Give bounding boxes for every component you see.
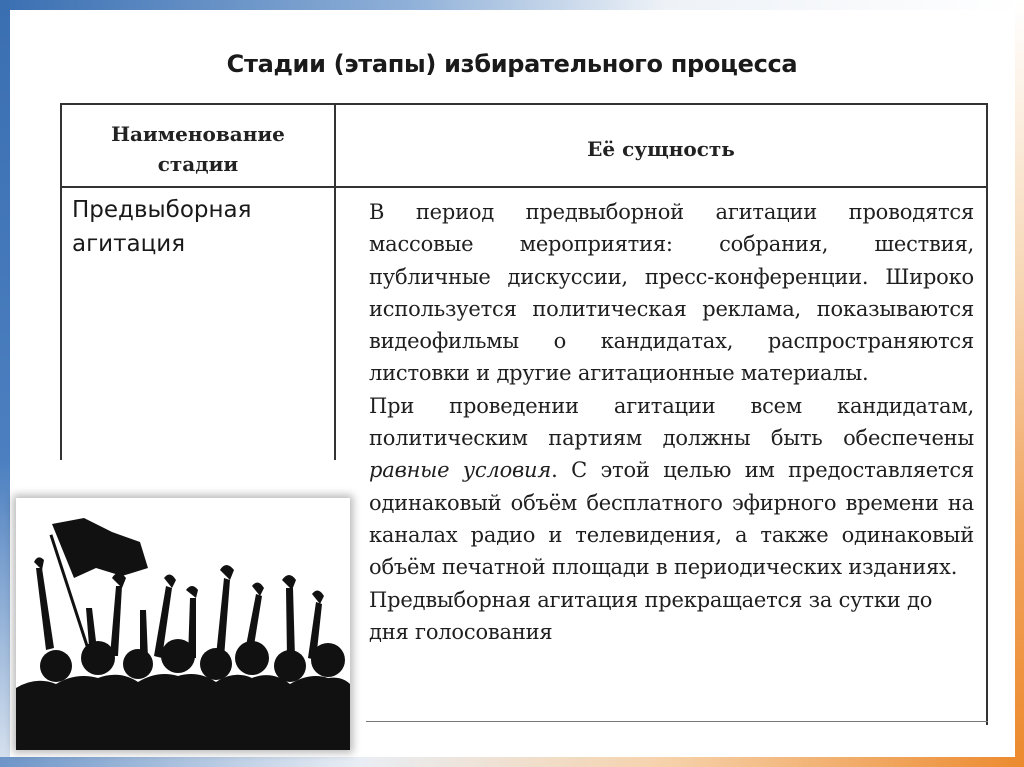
equal-conditions-emphasis: равные условия bbox=[369, 458, 552, 483]
frame-top bbox=[0, 0, 1024, 10]
header-stage-name bbox=[62, 114, 334, 184]
header-stage-name-line1: Наименование bbox=[111, 122, 285, 146]
stage-name-line1: Предвыборная bbox=[72, 197, 252, 223]
frame-bottom bbox=[0, 757, 1024, 767]
essence-paragraph-2 bbox=[369, 390, 974, 584]
essence-paragraph-2-start: При проведении агитации всем кандидатам, политическим партиям должны быть обеспечены bbox=[369, 393, 974, 451]
header-essence: Её сущность bbox=[587, 137, 735, 161]
essence-paragraph-3: Предвыборная агитация прекращается за сутки до дня голосования bbox=[369, 587, 933, 644]
table-bottom-border bbox=[366, 721, 988, 722]
frame-right bbox=[1015, 0, 1024, 767]
header-stage-name-line2: стадии bbox=[157, 152, 239, 176]
stage-name-cell bbox=[72, 193, 327, 261]
table-header-divider bbox=[60, 186, 988, 188]
slide-title: Стадии (этапы) избирательного процесса bbox=[226, 50, 798, 78]
stage-name-line2: агитация bbox=[72, 231, 186, 257]
crowd-silhouette-icon bbox=[16, 498, 350, 750]
frame-left bbox=[0, 0, 10, 767]
essence-cell bbox=[369, 196, 974, 648]
essence-paragraph-1: В период предвыборной агитации проводятся массовые мероприятия: собрания, шествия, публичные дискуссии, пресс-конференции. Широко используется политическая реклама, показываются видеофильмы о кандидатах, распространяются листовки и другие агитационные материалы. bbox=[369, 200, 974, 386]
crowd-image bbox=[16, 498, 350, 750]
essence-paragraph-2-end: . С этой целью им предоставляется одинаковый объём бесплатного эфирного времени на каналах радио и телевидения, а также одинаковый объём печатной площади в периодических изданиях. bbox=[369, 458, 974, 580]
table-top-border bbox=[60, 103, 988, 105]
table-right-border bbox=[986, 103, 988, 725]
